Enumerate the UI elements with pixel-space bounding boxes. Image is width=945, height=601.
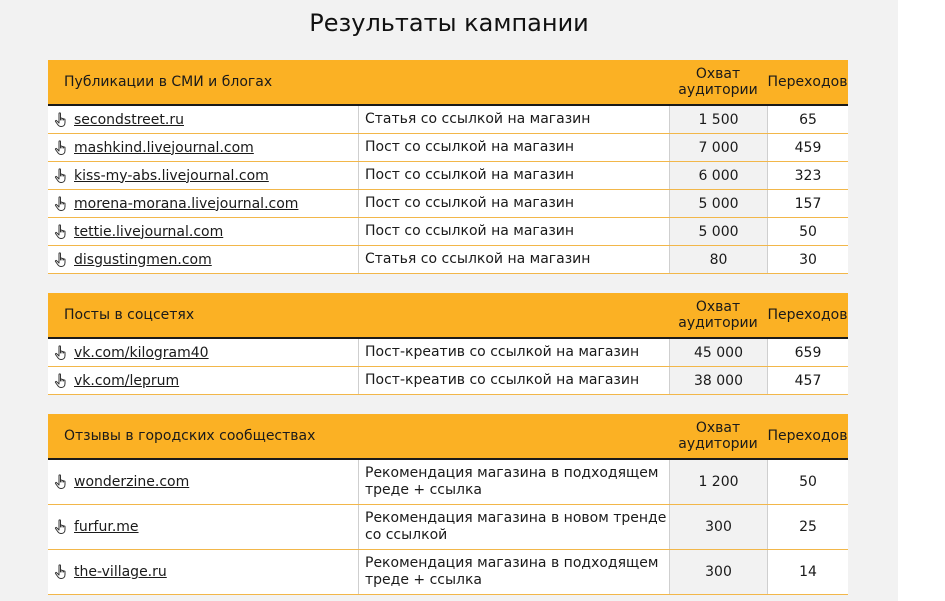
site-cell: [48, 339, 358, 366]
section-header: [48, 414, 848, 460]
reach-cell: 5 000: [669, 190, 767, 217]
section-header: [48, 60, 848, 106]
clicks-cell: 459: [767, 134, 848, 161]
table-row: [48, 550, 848, 595]
column-header-reach: Охват аудитории: [678, 66, 758, 98]
site-link[interactable]: morena-morana.livejournal.com: [74, 195, 299, 212]
pointing-hand-icon: [54, 112, 69, 128]
site-cell: [48, 162, 358, 189]
description-cell: Пост со ссылкой на магазин: [358, 134, 669, 161]
pointing-hand-icon: [54, 474, 69, 490]
clicks-cell: 14: [767, 550, 848, 594]
reach-cell: 7 000: [669, 134, 767, 161]
table-row: [48, 162, 848, 190]
description-cell: Статья со ссылкой на магазин: [358, 106, 669, 133]
reach-cell: 300: [669, 550, 767, 594]
reach-cell: 1 500: [669, 106, 767, 133]
reach-cell: 45 000: [669, 339, 767, 366]
description-cell: Рекомендация магазина в подходящем треде + ссылка: [358, 460, 669, 504]
site-link[interactable]: disgustingmen.com: [74, 251, 212, 268]
clicks-cell: 25: [767, 505, 848, 549]
pointing-hand-icon: [54, 564, 69, 580]
description-cell: Рекомендация магазина в новом тренде со ссылкой: [358, 505, 669, 549]
section-rows: [48, 339, 848, 395]
column-header-clicks: Переходов: [767, 307, 848, 323]
section-media-blogs: [48, 60, 848, 274]
section-title: Отзывы в городских сообществах: [64, 428, 316, 444]
reach-cell: 38 000: [669, 367, 767, 394]
site-cell: [48, 550, 358, 594]
column-header-reach: Охват аудитории: [678, 299, 758, 331]
section-city-communities: [48, 414, 848, 595]
reach-cell: 80: [669, 246, 767, 273]
description-cell: Рекомендация магазина в подходящем треде + ссылка: [358, 550, 669, 594]
section-title: Посты в соцсетях: [64, 307, 195, 323]
column-header-clicks: Переходов: [767, 428, 848, 444]
table-row: [48, 218, 848, 246]
section-rows: [48, 460, 848, 595]
table-row: [48, 339, 848, 367]
pointing-hand-icon: [54, 168, 69, 184]
site-cell: [48, 367, 358, 394]
clicks-cell: 457: [767, 367, 848, 394]
site-link[interactable]: secondstreet.ru: [74, 111, 184, 128]
clicks-cell: 323: [767, 162, 848, 189]
pointing-hand-icon: [54, 140, 69, 156]
clicks-cell: 157: [767, 190, 848, 217]
site-link[interactable]: wonderzine.com: [74, 474, 190, 490]
section-title: Публикации в СМИ и блогах: [64, 74, 273, 90]
clicks-cell: 50: [767, 218, 848, 245]
reach-cell: 1 200: [669, 460, 767, 504]
site-link[interactable]: kiss-my-abs.livejournal.com: [74, 167, 269, 184]
section-header: [48, 293, 848, 339]
reach-cell: 300: [669, 505, 767, 549]
site-cell: [48, 218, 358, 245]
pointing-hand-icon: [54, 373, 69, 389]
table-row: [48, 134, 848, 162]
page-title: Результаты кампании: [309, 9, 589, 37]
site-cell: [48, 106, 358, 133]
site-cell: [48, 190, 358, 217]
reach-cell: 5 000: [669, 218, 767, 245]
clicks-cell: 30: [767, 246, 848, 273]
section-rows: [48, 106, 848, 274]
description-cell: Статья со ссылкой на магазин: [358, 246, 669, 273]
pointing-hand-icon: [54, 345, 69, 361]
table-row: [48, 106, 848, 134]
column-header-reach: Охват аудитории: [678, 420, 758, 452]
site-cell: [48, 134, 358, 161]
reach-cell: 6 000: [669, 162, 767, 189]
site-cell: [48, 246, 358, 273]
site-link[interactable]: mashkind.livejournal.com: [74, 139, 254, 156]
site-link[interactable]: tettie.livejournal.com: [74, 223, 224, 240]
site-link[interactable]: vk.com/leprum: [74, 372, 180, 389]
pointing-hand-icon: [54, 224, 69, 240]
clicks-cell: 65: [767, 106, 848, 133]
site-cell: [48, 505, 358, 549]
site-link[interactable]: vk.com/kilogram40: [74, 344, 209, 361]
site-cell: [48, 460, 358, 504]
site-link[interactable]: furfur.me: [74, 519, 139, 535]
table-row: [48, 460, 848, 505]
table-row: [48, 246, 848, 274]
pointing-hand-icon: [54, 196, 69, 212]
table-row: [48, 505, 848, 550]
description-cell: Пост со ссылкой на магазин: [358, 218, 669, 245]
table-row: [48, 190, 848, 218]
pointing-hand-icon: [54, 252, 69, 268]
description-cell: Пост-креатив со ссылкой на магазин: [358, 339, 669, 366]
column-header-clicks: Переходов: [767, 74, 848, 90]
clicks-cell: 50: [767, 460, 848, 504]
section-social-posts: [48, 293, 848, 395]
table-row: [48, 367, 848, 395]
description-cell: Пост со ссылкой на магазин: [358, 162, 669, 189]
clicks-cell: 659: [767, 339, 848, 366]
pointing-hand-icon: [54, 519, 69, 535]
description-cell: Пост-креатив со ссылкой на магазин: [358, 367, 669, 394]
site-link[interactable]: the-village.ru: [74, 564, 167, 580]
description-cell: Пост со ссылкой на магазин: [358, 190, 669, 217]
